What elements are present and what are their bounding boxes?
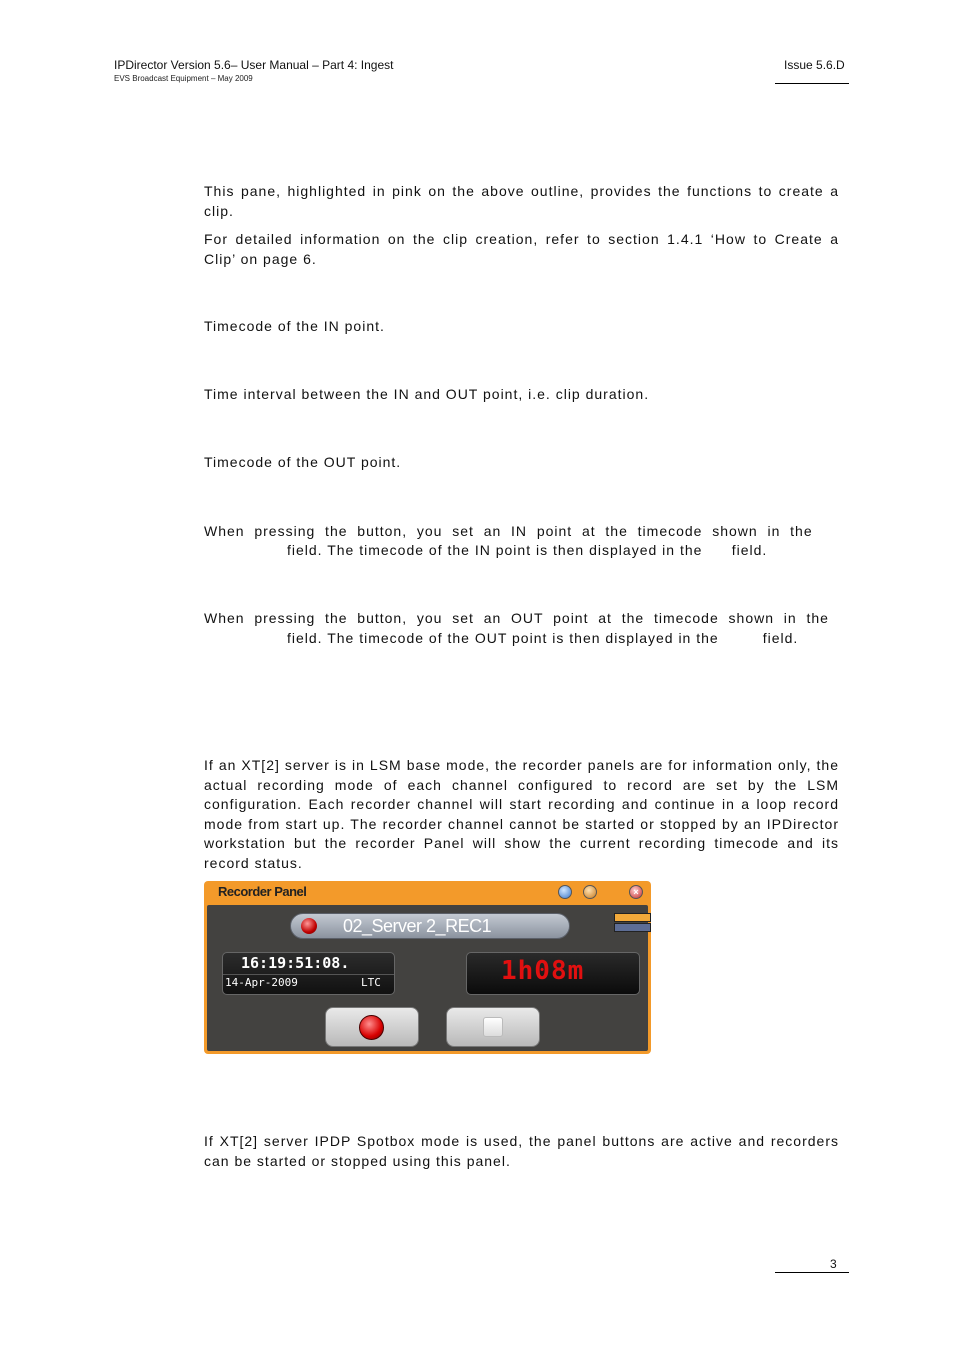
- header-rule: [775, 83, 849, 84]
- timecode-value: 16:19:51:08.: [241, 954, 350, 972]
- channel-name: 02_Server 2_REC1: [343, 916, 492, 936]
- pane-reference-paragraph: For detailed information on the clip creation, refer to section 1.4.1 ‘How to Create a Clip’ on page 6.: [204, 231, 839, 267]
- duration-display: [466, 952, 640, 995]
- footer-rule: [775, 1272, 849, 1273]
- duration-value: 1h08m: [501, 956, 585, 986]
- stop-button[interactable]: [446, 1007, 540, 1047]
- timecode-divider: [223, 974, 394, 975]
- recorder-panel-body: [207, 905, 648, 1051]
- close-icon[interactable]: ×: [629, 885, 643, 899]
- timecode-type: LTC: [361, 976, 381, 989]
- mark-out-description-line1: When pressing the button, you set an OUT point at the timecode shown in the: [204, 610, 829, 626]
- timecode-display: [222, 952, 395, 995]
- recorder-panel-screenshot: [204, 881, 651, 1054]
- lsm-mode-paragraph: If an XT[2] server is in LSM base mode, the recorder panels are for information only, the actual recording mode of each channel configured to record are set by the LSM configuration. Each recorder channel will start recording and continue in a loop record mode from start up. The recorder channel cannot be started or stopped by an IPDirector workstation but the recorder Panel will show the current recording timecode and its record status.: [204, 757, 839, 871]
- header-issue: Issue 5.6.D: [784, 58, 845, 72]
- status-bar-blue: [614, 923, 651, 932]
- record-button[interactable]: [325, 1007, 419, 1047]
- record-status-icon: [301, 918, 317, 934]
- mark-out-description-line2: field. The timecode of the OUT point is then displayed in the field.: [287, 630, 799, 646]
- out-field-description: Timecode of the OUT point.: [204, 454, 402, 470]
- orange-circle-icon[interactable]: [583, 885, 597, 899]
- page-number: 3: [830, 1257, 837, 1271]
- record-icon: [359, 1015, 384, 1040]
- status-bar-orange: [614, 913, 651, 922]
- spotbox-mode-paragraph: If XT[2] server IPDP Spotbox mode is used, the panel buttons are active and recorders can be started or stopped using this panel.: [204, 1133, 839, 1169]
- stop-icon: [483, 1017, 503, 1037]
- channel-selector[interactable]: [290, 913, 570, 939]
- pane-intro-paragraph: This pane, highlighted in pink on the above outline, provides the functions to create a clip.: [204, 183, 839, 219]
- mark-in-description-line1: When pressing the button, you set an IN point at the timecode shown in the: [204, 523, 813, 539]
- timecode-date: 14-Apr-2009: [225, 976, 298, 989]
- header-subtitle: EVS Broadcast Equipment – May 2009: [114, 74, 253, 83]
- duration-field-description: Time interval between the IN and OUT point, i.e. clip duration.: [204, 386, 650, 402]
- recorder-panel-title: Recorder Panel: [218, 884, 307, 899]
- blue-circle-icon[interactable]: [558, 885, 572, 899]
- mark-in-description-line2: field. The timecode of the IN point is then displayed in the field.: [287, 542, 768, 558]
- in-field-description: Timecode of the IN point.: [204, 318, 385, 334]
- header-title: IPDirector Version 5.6– User Manual – Part 4: Ingest: [114, 58, 394, 72]
